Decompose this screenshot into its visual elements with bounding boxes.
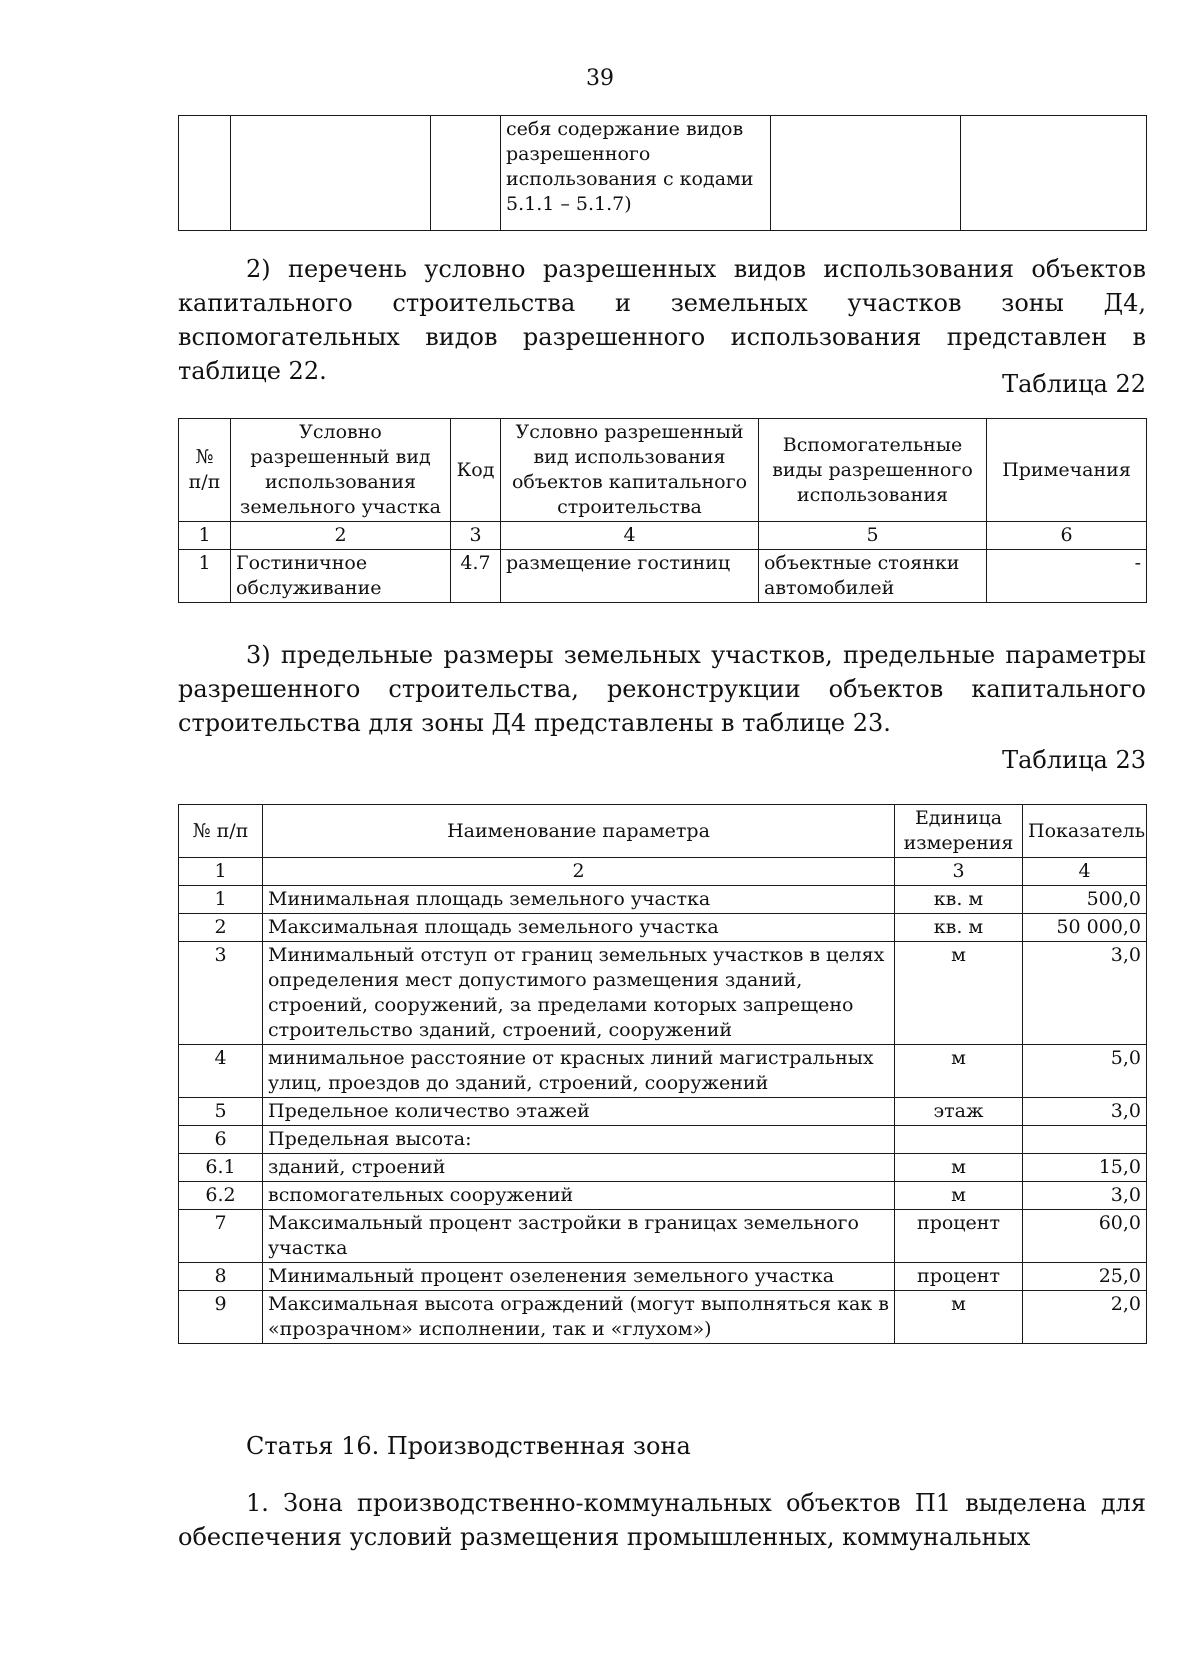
table-cell: кв. м (895, 914, 1023, 942)
table-cell: Предельная высота: (263, 1126, 895, 1154)
table-cell: 50 000,0 (1023, 914, 1147, 942)
table-cell: м (895, 1045, 1023, 1098)
table-row (179, 1291, 1147, 1344)
table-cell: 1 (179, 550, 231, 603)
table-cell: м (895, 1291, 1023, 1344)
table-header-row (179, 419, 1147, 522)
table-cell: 1 (179, 886, 263, 914)
table-row (179, 1126, 1147, 1154)
table-cell: 25,0 (1023, 1263, 1147, 1291)
table-cell: Максимальный процент застройки в границах земельного участка (263, 1210, 895, 1263)
table-cell: кв. м (895, 886, 1023, 914)
table-cell: Условно разрешенный вид использования объектов капитального строительства (501, 419, 759, 522)
continuation-cell-text: себя содержание видов разрешенного использования с кодами 5.1.1 – 5.1.7) (501, 116, 771, 231)
table-cell: 6 (987, 522, 1147, 550)
article-paragraph-text: 1. Зона производственно-коммунальных объектов П1 выделена для обеспечения условий размещения промышленных, коммунальных (178, 1489, 1146, 1551)
table-cell: 2 (179, 914, 263, 942)
table-cell: 6 (179, 1126, 263, 1154)
table-22-caption: Таблица 22 (1002, 370, 1146, 398)
table-row (179, 942, 1147, 1045)
table-cell: 2 (231, 522, 451, 550)
table-cell (895, 1126, 1023, 1154)
table-cell: 3 (895, 858, 1023, 886)
table-row (179, 914, 1147, 942)
article-heading: Статья 16. Производственная зона (246, 1432, 691, 1460)
table-row (179, 1182, 1147, 1210)
table-row (179, 1098, 1147, 1126)
table-row (179, 116, 1147, 231)
table-cell: 9 (179, 1291, 263, 1344)
table-cell: Максимальная площадь земельного участка (263, 914, 895, 942)
table-cell: 1 (179, 522, 231, 550)
table-cell: объектные стоянки автомобилей (759, 550, 987, 603)
table-cell: зданий, строений (263, 1154, 895, 1182)
table-cell: этаж (895, 1098, 1023, 1126)
table-cell (771, 116, 961, 231)
table-cell: 2 (263, 858, 895, 886)
table-cell: 2,0 (1023, 1291, 1147, 1344)
table-cell: Гостиничное обслуживание (231, 550, 451, 603)
table-number-row (179, 522, 1147, 550)
table-cell (961, 116, 1147, 231)
table-cell: № п/п (179, 419, 231, 522)
table-cell: 5 (179, 1098, 263, 1126)
table-cell: 6.1 (179, 1154, 263, 1182)
table-cell (179, 116, 231, 231)
table-cell: Код (451, 419, 501, 522)
table-cell: Предельное количество этажей (263, 1098, 895, 1126)
table-cell: м (895, 1182, 1023, 1210)
table-cell: 5,0 (1023, 1045, 1147, 1098)
table-row (179, 1045, 1147, 1098)
table-cell: м (895, 942, 1023, 1045)
paragraph-3-text: 3) предельные размеры земельных участков, предельные параметры разрешенного строительства, реконструкции объектов капитального строительства для зоны Д4 представлены в таблице 23. (178, 641, 1146, 737)
table-cell: процент (895, 1263, 1023, 1291)
table-cell: 6.2 (179, 1182, 263, 1210)
table-cell (1023, 1126, 1147, 1154)
table-cell: 1 (179, 858, 263, 886)
table-cell: - (987, 550, 1147, 603)
table-header-row (179, 805, 1147, 858)
table-cell: Единица измерения (895, 805, 1023, 858)
table-cell: 7 (179, 1210, 263, 1263)
table-row (179, 1210, 1147, 1263)
table-cell: 4.7 (451, 550, 501, 603)
table-cell: Вспомогательные виды разрешенного использования (759, 419, 987, 522)
table-row (179, 886, 1147, 914)
table-cell: 3,0 (1023, 1098, 1147, 1126)
table-23-caption: Таблица 23 (1002, 746, 1146, 774)
table-cell: минимальное расстояние от красных линий магистральных улиц, проездов до зданий, строений, сооружений (263, 1045, 895, 1098)
table-number-row (179, 858, 1147, 886)
table-row (179, 550, 1147, 603)
table-cell: 3,0 (1023, 942, 1147, 1045)
table-cell: 4 (501, 522, 759, 550)
table-cell: 3 (179, 942, 263, 1045)
table-cell: Максимальная высота ограждений (могут выполняться как в «прозрачном» исполнении, так и «глухом») (263, 1291, 895, 1344)
table-cell: Показатель (1023, 805, 1147, 858)
page-number: 39 (586, 66, 614, 91)
table-row (179, 1154, 1147, 1182)
paragraph-2 (178, 252, 1146, 388)
table-cell: размещение гостиниц (501, 550, 759, 603)
table-cell: Примечания (987, 419, 1147, 522)
table-cell (431, 116, 501, 231)
article-paragraph (178, 1486, 1146, 1554)
table-row (179, 1263, 1147, 1291)
table-cell: 500,0 (1023, 886, 1147, 914)
paragraph-2-text: 2) перечень условно разрешенных видов использования объектов капитального строительства и земельных участков зоны Д4, вспомогательных видов разрешенного использования представлен в таблице 22. (178, 255, 1146, 385)
table-cell: Минимальная площадь земельного участка (263, 886, 895, 914)
continuation-table (178, 115, 1147, 231)
table-cell: № п/п (179, 805, 263, 858)
paragraph-3 (178, 638, 1146, 740)
table-cell: Минимальный процент озеленения земельного участка (263, 1263, 895, 1291)
table-cell: 8 (179, 1263, 263, 1291)
table-cell (231, 116, 431, 231)
table-23 (178, 804, 1147, 1344)
table-cell: 3,0 (1023, 1182, 1147, 1210)
table-cell: вспомогательных сооружений (263, 1182, 895, 1210)
table-cell: процент (895, 1210, 1023, 1263)
table-cell: 5 (759, 522, 987, 550)
table-cell: 4 (179, 1045, 263, 1098)
table-cell: 3 (451, 522, 501, 550)
table-cell: 60,0 (1023, 1210, 1147, 1263)
table-cell: м (895, 1154, 1023, 1182)
table-cell: Условно разрешенный вид использования земельного участка (231, 419, 451, 522)
table-22 (178, 418, 1147, 603)
table-cell: 15,0 (1023, 1154, 1147, 1182)
table-cell: Минимальный отступ от границ земельных участков в целях определения мест допустимого размещения зданий, строений, сооружений, за пределами которых запрещено строительство зданий, строений, сооружений (263, 942, 895, 1045)
table-cell: 4 (1023, 858, 1147, 886)
table-cell: Наименование параметра (263, 805, 895, 858)
